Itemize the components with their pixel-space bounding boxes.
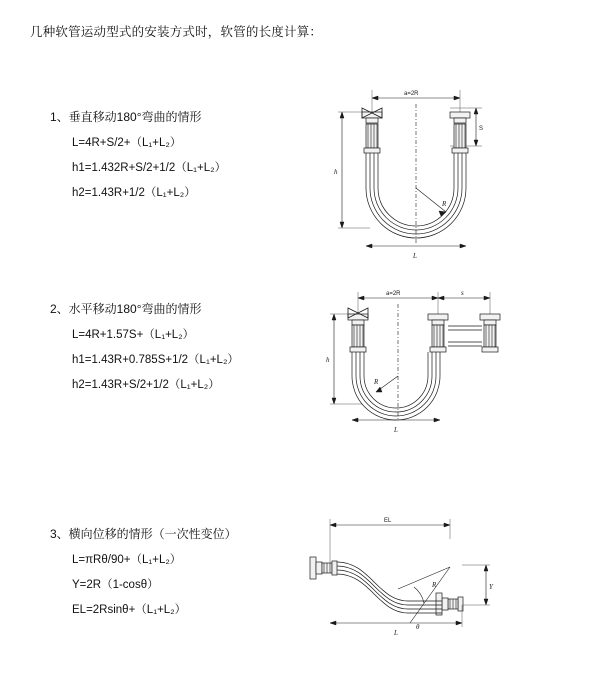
radius-label-r	[373, 376, 398, 392]
svg-text:a=2R: a=2R	[404, 91, 419, 97]
bottom-dimension-l	[352, 418, 440, 434]
radius-label-r	[416, 188, 447, 216]
section-1-formula-2: h1=1.432R+S/2+1/2（L₁+L₂）	[72, 162, 227, 174]
svg-text:EL: EL	[384, 518, 392, 524]
svg-text:R: R	[374, 378, 379, 386]
svg-text:L: L	[394, 426, 398, 434]
section-2-figure	[300, 280, 530, 460]
section-3-text	[50, 525, 310, 617]
section-2-formula-2: h1=1.43R+0.785S+1/2（L₁+L₂）	[72, 354, 239, 366]
hose-u-bend	[352, 352, 440, 420]
svg-text:L: L	[413, 252, 417, 260]
svg-text:h: h	[326, 356, 330, 364]
right-hose-link	[448, 326, 482, 346]
bottom-dimension-l	[366, 244, 466, 260]
svg-text:a=2R: a=2R	[386, 291, 401, 297]
section-3-formula-1: L=πRθ/90+（L₁+L₂）	[72, 554, 182, 566]
section-1-figure	[300, 68, 530, 298]
section-3-formula-2: Y=2R（1-cosθ）	[72, 579, 159, 591]
left-dimension-h	[334, 112, 370, 228]
horizontal-180-bend-diagram	[300, 280, 530, 460]
svg-text:Y: Y	[489, 583, 493, 591]
section-1-text	[50, 108, 310, 200]
section-3-formula-3: EL=2Rsinθ+（L₁+L₂）	[72, 604, 187, 616]
hose-s-curve	[337, 562, 442, 613]
svg-text:s: s	[461, 289, 464, 297]
page-title: 几种软管运动型式的安装方式时，软管的长度计算：	[30, 25, 323, 39]
vertical-180-bend-diagram	[300, 68, 530, 298]
section-2-formula-3: h2=1.43R+S/2+1/2（L₁+L₂）	[72, 379, 220, 391]
section-1-formula-3: h2=1.43R+1/2（L₁+L₂）	[72, 187, 196, 199]
section-2-title: 2、水平移动180°弯曲的情形	[50, 302, 202, 316]
right-fitting	[480, 314, 500, 352]
svg-text:S: S	[479, 126, 484, 132]
section-3-figure	[290, 505, 530, 645]
left-fitting	[348, 308, 368, 352]
top-dimension-s	[438, 289, 490, 314]
section-2-formula-1: L=4R+1.57S+（L₁+L₂）	[72, 329, 195, 341]
right-dimension-y	[462, 565, 494, 605]
upper-left-fitting	[362, 108, 382, 153]
right-flange	[436, 593, 463, 615]
section-1-title: 1、垂直移动180°弯曲的情形	[50, 110, 202, 124]
section-2-text	[50, 300, 310, 392]
section-1-formula-1: L=4R+S/2+（L₁+L₂）	[72, 137, 182, 149]
left-flange	[310, 557, 337, 579]
middle-fitting	[428, 314, 448, 352]
svg-text:L: L	[394, 629, 398, 637]
svg-text:R: R	[432, 581, 437, 589]
lateral-offset-diagram	[290, 505, 530, 645]
top-dimension-el	[330, 518, 450, 567]
svg-text:h: h	[334, 168, 338, 176]
section-3-title: 3、横向位移的情形（一次性变位）	[50, 527, 237, 541]
svg-text:θ: θ	[416, 623, 420, 631]
upper-right-fitting	[450, 112, 470, 153]
svg-text:R: R	[442, 200, 447, 208]
